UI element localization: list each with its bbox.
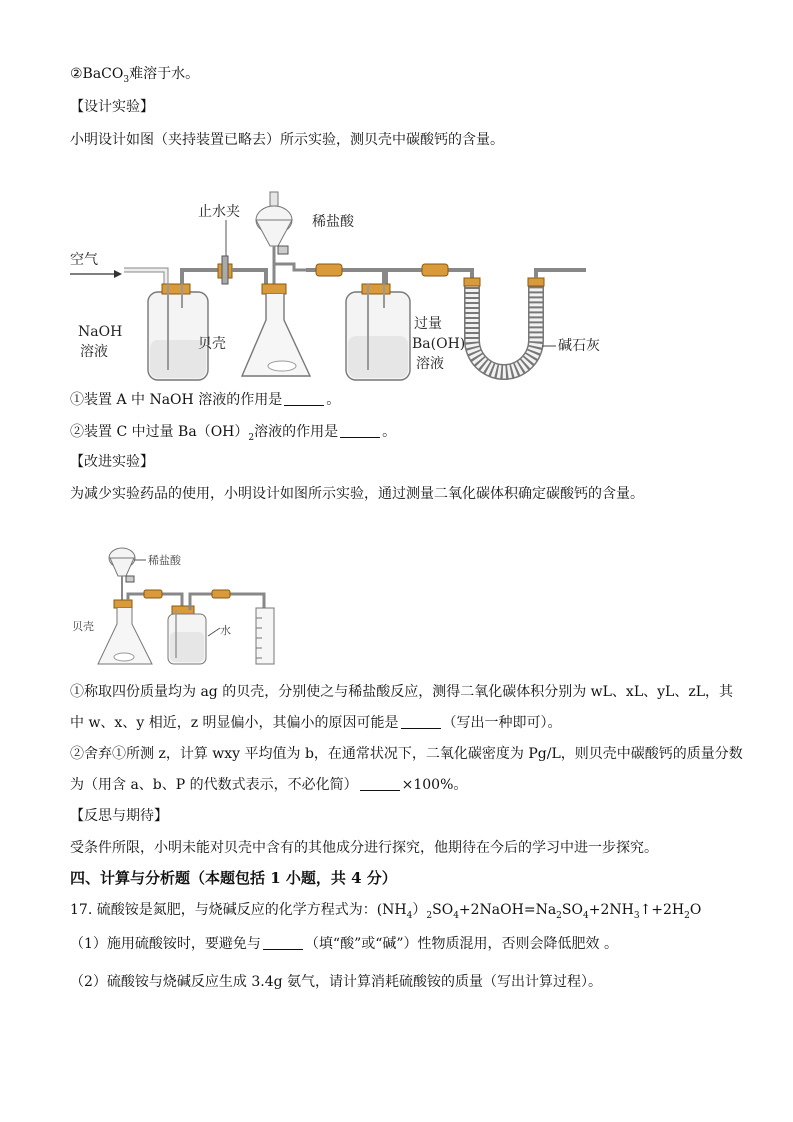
label-acid: 稀盐酸: [312, 214, 354, 230]
answer-blank-3[interactable]: [401, 714, 441, 729]
label-soda-lime: 碱石灰: [558, 338, 600, 354]
question-17-1: （1）施用硫酸铵时，要避免与 （填“酸”或“碱”）性物质混用，否则会降低肥效 。: [70, 936, 618, 952]
section-title-4: 四、计算与分析题（本题包括 1 小题，共 4 分）: [70, 869, 397, 887]
answer-blank-1[interactable]: [284, 391, 324, 406]
text-line-1: ②BaCO$_3$难溶于水。: [70, 66, 200, 85]
label-baoh2-solution: 溶液: [416, 356, 444, 372]
question-1: ①装置 A 中 NaOH 溶液的作用是 。: [70, 392, 341, 408]
question-17-2: （2）硫酸铵与烧碱反应生成 3.4g 氨气，请计算消耗硫酸铵的质量（写出计算过程）。: [70, 974, 603, 990]
label-excess: 过量: [414, 316, 442, 332]
label-shell: 贝壳: [198, 336, 226, 352]
answer-blank-2[interactable]: [340, 423, 380, 438]
label-water: 水: [220, 624, 231, 637]
text-line-7: 为减少实验药品的使用，小明设计如图所示实验，通过测量二氧化碳体积确定碳酸钙的含量。: [70, 486, 644, 502]
question-4: 为（用含 a、b、P 的代数式表示，不必化简） ×100%。: [70, 777, 468, 793]
heading-design: 【设计实验】: [70, 99, 154, 115]
label-acid-2: 稀盐酸: [148, 554, 181, 567]
label-clamp: 止水夹: [198, 204, 240, 220]
label-naoh-solution: 溶液: [80, 344, 108, 360]
text-line-3: 小明设计如图（夹持装置已略去）所示实验，测贝壳中碳酸钙的含量。: [70, 132, 504, 148]
label-naoh: NaOH: [78, 324, 123, 340]
question-17: 17. 硫酸铵是氮肥，与烧碱反应的化学方程式为：$(NH_4)_2SO_4+2NaOH=Na_2SO_4+2NH_3↑+2H_2O$: [70, 902, 702, 921]
text-line-8: ①称取四份质量均为 ag 的贝壳，分别使之与稀盐酸反应，测得二氧化碳体积分别为 wL、xL、yL、zL，其: [70, 684, 734, 700]
apparatus-figure-2: [70, 534, 290, 669]
label-air: 空气: [70, 252, 98, 268]
answer-blank-5[interactable]: [263, 935, 303, 950]
question-2: ②装置 C 中过量 $Ba(OH)_2$溶液的作用是 。: [70, 424, 397, 443]
heading-reflect: 【反思与期待】: [70, 808, 168, 824]
answer-blank-4[interactable]: [360, 776, 400, 791]
text-line-13: 受条件所限，小明未能对贝壳中含有的其他成分进行探究，他期待在今后的学习中进一步探究。: [70, 840, 658, 856]
label-shell-2: 贝壳: [72, 620, 94, 633]
text-line-10: ②舍弃①所测 z，计算 wxy 平均值为 b，在通常状况下，二氧化碳密度为 Pg/L，则贝壳中碳酸钙的质量分数: [70, 746, 743, 762]
label-baoh2: $Ba(OH)_2$: [412, 336, 471, 355]
apparatus-figure-1: [66, 180, 626, 385]
question-3: 中 w、x、y 相近，z 明显偏小，其偏小的原因可能是 （写出一种即可）。: [70, 715, 562, 731]
heading-improve: 【改进实验】: [70, 454, 154, 470]
